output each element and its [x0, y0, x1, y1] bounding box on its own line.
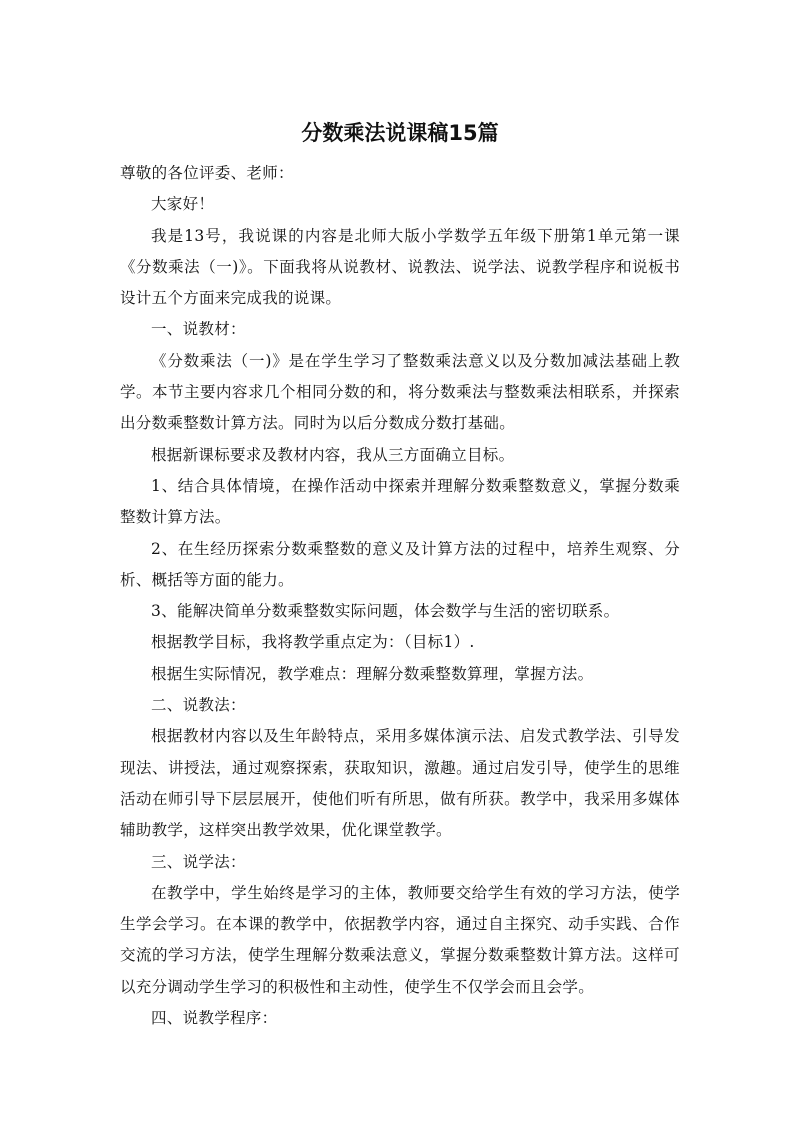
paragraph: 三、说学法： — [151, 852, 246, 871]
paragraph: 《分数乘法（一)》是在学生学习了整数乘法意义以及分数加减法基础上教学。本节主要内容求几个相同分数的和，将分数乘法与整数乘法相联系，并探索出分数乘整数计算方法。同时为以后分数成分数打基础。 — [120, 351, 680, 433]
paragraph: 在教学中，学生始终是学习的主体，教师要交给学生有效的学习方法，使学生学会学习。在本课的教学中，依据教学内容，通过自主探究、动手实践、合作交流的学习方法，使学生理解分数乘法意义，掌握分数乘整数计算方法。这样可以充分调动学生学习的积极性和主动性，使学生不仅学会而且会学。 — [120, 883, 680, 996]
paragraph: 大家好！ — [151, 195, 215, 214]
paragraph: 根据教学目标，我将教学重点定为：（目标1）. — [151, 633, 475, 652]
paragraph: 四、说教学程序： — [151, 1009, 278, 1028]
paragraph: 我是13号，我说课的内容是北师大版小学数学五年级下册第1单元第一课《分数乘法（一)》。下面我将从说教材、说教法、说学法、说教学程序和说板书设计五个方面来完成我的说课。 — [120, 226, 680, 308]
paragraph: 根据教材内容以及生年龄特点，采用多媒体演示法、启发式教学法、引导发现法、讲授法，通过观察探索，获取知识，激趣。通过启发引导，使学生的思维活动在师引导下层层展开，使他们听有所思，做有所获。教学中，我采用多媒体辅助教学，这样突出教学效果，优化课堂教学。 — [120, 727, 680, 840]
paragraph: 3、能解决简单分数乘整数实际问题，体会数学与生活的密切联系。 — [151, 602, 620, 621]
paragraph: 尊敬的各位评委、老师： — [120, 164, 294, 182]
document-title: 分数乘法说课稿15篇 — [301, 121, 499, 145]
paragraph: 根据生实际情况，教学难点：理解分数乘整数算理，掌握方法。 — [151, 664, 594, 683]
paragraph: 二、说教法： — [151, 696, 246, 715]
paragraph: 根据新课标要求及教材内容，我从三方面确立目标。 — [151, 445, 515, 464]
paragraph: 2、在生经历探索分数乘整数的意义及计算方法的过程中，培养生观察、分析、概括等方面的能力。 — [120, 539, 680, 589]
paragraph: 1、结合具体情境，在操作活动中探索并理解分数乘整数意义，掌握分数乘整数计算方法。 — [120, 476, 680, 527]
document-body — [120, 158, 680, 1034]
paragraph: 一、说教材： — [151, 320, 246, 339]
